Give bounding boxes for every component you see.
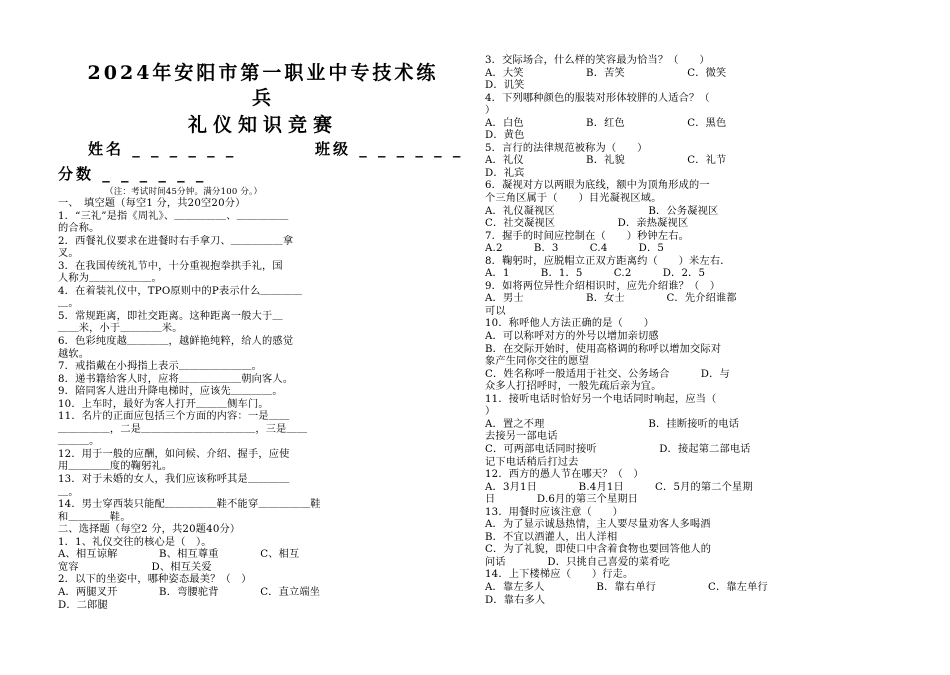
class-field: 班级 _ _ _ _ _ _	[315, 140, 464, 158]
question-line: A．两腿叉开 B．弯腰驼背 C．直立端坐	[58, 586, 321, 598]
question-line: 3．在我国传统礼节中，十分重视抱拳拱手礼，国	[58, 260, 283, 272]
question-line: 7．握手的时间应控制在（ ）秒钟左右。	[485, 230, 690, 242]
question-line: 11．接听电话时恰好另一个电话同时响起，应当（	[485, 393, 717, 405]
question-line: 日 D.6月的第三个星期日	[485, 494, 639, 506]
question-line: 1．1、礼仪交往的核心是（ ）。	[58, 536, 212, 548]
question-line: 6．色彩纯度越＿＿＿＿，越鲜艳纯粹，给人的感觉	[58, 336, 294, 348]
question-line: D．礼宾	[485, 167, 525, 179]
question-line: A．可以称呼对方的外号以增加亲切感	[485, 331, 659, 343]
question-line: 9．陪同客人进出升降电梯时，应该先＿＿＿＿。	[58, 386, 283, 398]
question-line: A.2 B．3 C.4 D．5	[485, 243, 665, 255]
question-line: D．靠右多人	[485, 594, 546, 606]
question-line: D．二郎腿	[58, 599, 108, 611]
question-line: 4．下列哪种颜色的服装对形体较胖的人适合？（	[485, 92, 710, 104]
question-line: A．礼仪凝视区 B．公务凝视区	[485, 205, 719, 217]
question-line: ＿。	[58, 298, 79, 310]
question-line: A．男士 B．女士 C．先介绍谁都	[485, 293, 737, 305]
question-line: D．黄色	[485, 130, 525, 142]
question-line: 4．在着装礼仪中，TPO原则中的P表示什么＿＿＿＿	[58, 285, 303, 297]
right-column	[485, 55, 890, 607]
question-line: 1．“三礼”是指《周礼》、＿＿＿＿＿、＿＿＿＿＿	[58, 210, 289, 222]
question-line: C．可两部电话同时接听 D．接起第二部电话	[485, 443, 751, 455]
question-line: 8．递书籍给客人时，应将＿＿＿＿＿＿朝向客人。	[58, 373, 294, 385]
question-line: 宽容 D、相互关爱	[58, 561, 212, 573]
question-line: 个三角区属于（ ）目光凝视区域。	[485, 193, 662, 205]
question-line: 二、选择题（每空2 分，共20题40分）	[58, 524, 241, 536]
question-line: 2．以下的坐姿中，哪种姿态最美？（ ）	[58, 574, 252, 586]
question-line: 14．上下楼梯应（ ）行走。	[485, 569, 634, 581]
question-line: A．白色 B．红色 C．黑色	[485, 117, 727, 129]
question-line: 象产生同你交往的愿望	[485, 356, 589, 368]
page-title-continued: 兵	[251, 87, 274, 109]
question-line: B．不宜以酒灌人，出人洋相	[485, 531, 618, 543]
question-line: A．置之不理 B．挂断接听的电话	[485, 418, 740, 430]
question-line: A．大笑 B．苦笑 C．微笑	[485, 67, 727, 79]
question-line: A．3月1日 B.4月1日 C．5月的第二个星期	[485, 481, 753, 493]
question-line: C．社交凝视区 D．亲热凝视区	[485, 218, 689, 230]
question-line: 7．戒指戴在小拇指上表示＿＿＿＿＿＿＿。	[58, 361, 263, 373]
question-line: 越软。	[58, 348, 90, 360]
question-line: ）	[485, 406, 496, 418]
question-line: 9．如将两位异性介绍相识时，应先介绍谁？（ ）	[485, 280, 721, 292]
question-line: A．礼仪 B．礼貌 C．礼节	[485, 155, 727, 167]
question-line: 13．对于未婚的女人，我们应该称呼其是＿＿＿＿	[58, 474, 290, 486]
question-line: A．为了显示诚恳热情，主人要尽量劝客人多喝酒	[485, 519, 711, 531]
question-line: 2．西餐礼仪要求在进餐时右手拿刀、＿＿＿＿＿拿	[58, 235, 294, 247]
question-line: ）	[485, 105, 496, 117]
question-line: 14．男士穿西装只能配＿＿＿＿＿鞋不能穿＿＿＿＿＿鞋	[58, 499, 321, 511]
question-line: 和＿＿＿＿鞋。	[58, 511, 131, 523]
question-line: ＿。	[58, 486, 79, 498]
question-line: A．1 B．1．5 C.2 D．2．5	[485, 268, 706, 280]
question-line: 人称为＿＿＿＿＿＿。	[58, 273, 162, 285]
question-line: ＿＿＿＿＿，二是＿＿＿＿＿＿＿＿＿＿＿，三是＿＿	[58, 423, 308, 435]
question-line: 叉。	[58, 248, 79, 260]
question-line: 记下电话稍后打过去	[485, 456, 579, 468]
page-subtitle: 礼仪知识竞赛	[187, 114, 338, 136]
score-field: 分数 _ _ _ _ _ _	[58, 165, 207, 183]
question-line: D．讥笑	[485, 80, 525, 92]
question-line: 用＿＿＿＿度的鞠躬礼。	[58, 461, 173, 473]
question-line: 可以	[485, 305, 506, 317]
question-line: 5．言行的法律规范被称为（ ）	[485, 142, 648, 154]
question-line: A．靠左多人 B．靠右单行 C．靠左单行	[485, 581, 768, 593]
question-line: 10．称呼他人方法正确的是（ ）	[485, 318, 655, 330]
question-line: B．在交际开始时，使用高格调的称呼以增加交际对	[485, 343, 722, 355]
question-line: 10．上车时，最好为客人打开＿＿＿侧车门。	[58, 398, 269, 410]
question-line: 的合称。	[58, 223, 100, 235]
question-line: 5．常规距离，即社交距离。这种距离一般大于＿	[58, 310, 283, 322]
name-field: 姓名 _ _ _ _ _ _	[88, 140, 237, 158]
question-line: A、相互谅解 B、相互尊重 C、相互	[58, 549, 300, 561]
question-line: 去接另一部电话	[485, 431, 558, 443]
question-line: C．姓名称呼一般适用于社交、公务场合 D．与	[485, 368, 730, 380]
question-line: 问话 D．只挑自己喜爱的菜肴吃	[485, 556, 670, 568]
exam-note: （注：考试时间45分钟。满分100 分。）	[105, 187, 263, 197]
question-line: 12．用于一般的应酬，如问候、介绍、握手，应使	[58, 448, 290, 460]
question-line: 6．凝视对方以两眼为底线，额中为顶角形成的一	[485, 180, 710, 192]
page-title: 2024年安阳市第一职业中专技术练	[87, 62, 439, 84]
question-line: 11．名片的正面应包括三个方面的内容：一是＿＿	[58, 411, 290, 423]
left-column	[58, 198, 468, 612]
question-line: 8．鞠躬时，应脱帽立正双方距离约（ ）米左右．	[485, 255, 731, 267]
question-line: 12．西方的愚人节在哪天？（ ）	[485, 469, 644, 481]
question-line: 3．交际场合，什么样的笑容最为恰当？（ ）	[485, 55, 710, 66]
question-line: ＿＿＿。	[58, 436, 100, 448]
question-line: 众多人打招呼时，一般先疏后亲为宜。	[485, 381, 662, 393]
question-line: C．为了礼貌，即使口中含着食物也要回答他人的	[485, 544, 712, 556]
question-line: 一、 填空题（每空1 分，共20空20分）	[58, 198, 246, 209]
question-line: ＿＿米，小于＿＿＿＿米。	[58, 323, 183, 335]
question-line: 13．用餐时应该注意（ ）	[485, 506, 624, 518]
